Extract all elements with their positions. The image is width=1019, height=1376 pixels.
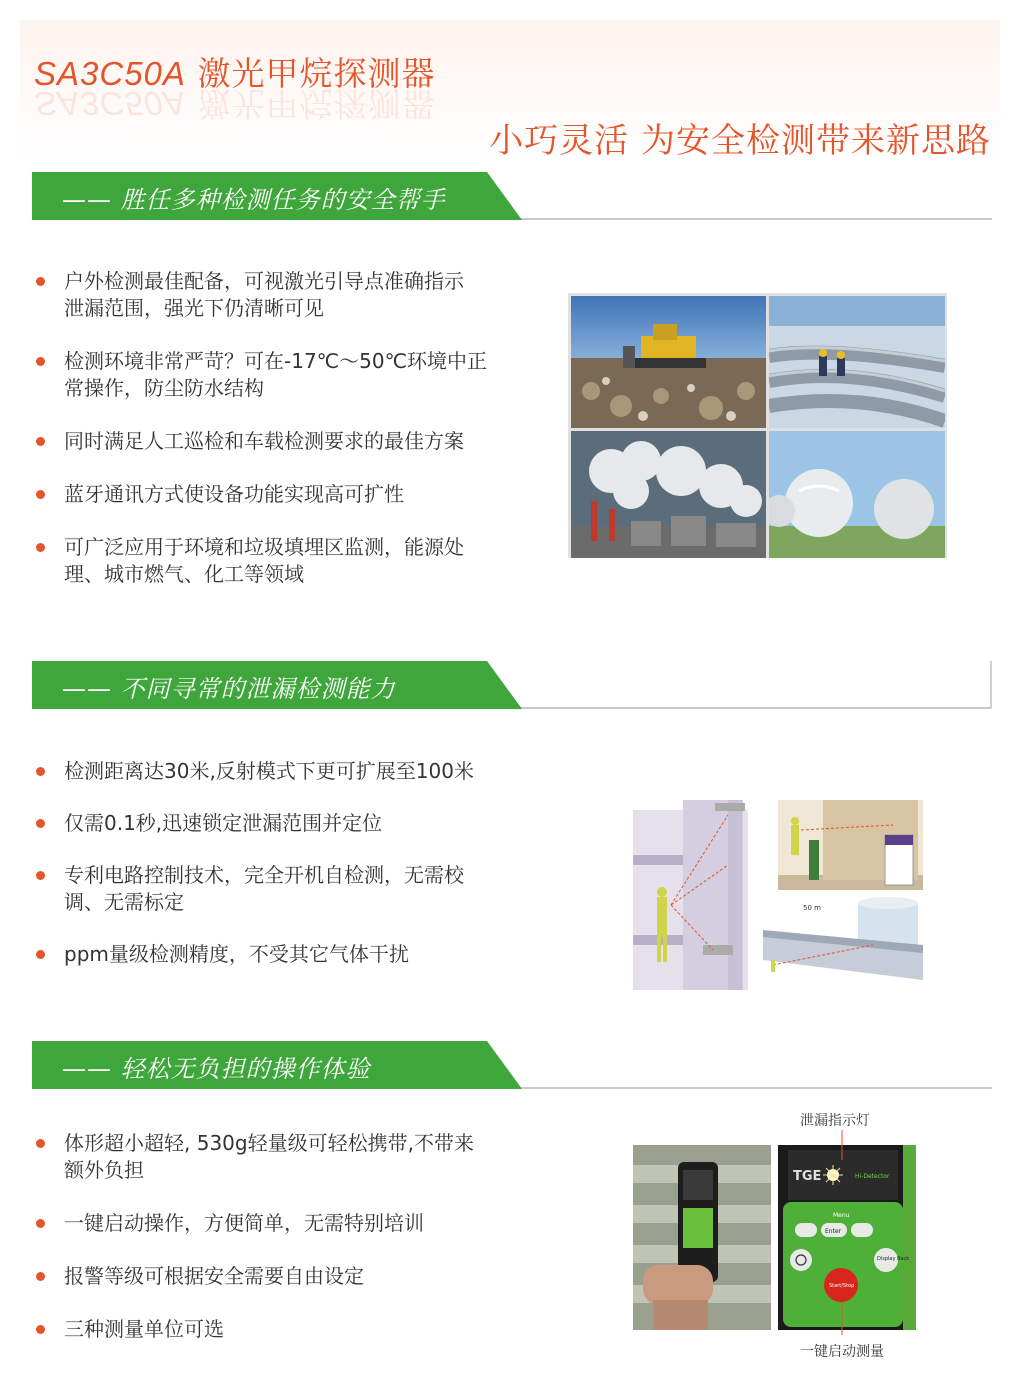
list-item: 可广泛应用于环境和垃圾填埋区监测，能源处 理、城市燃气、化工等领域 <box>34 534 487 588</box>
bullet-dot-icon <box>36 490 45 499</box>
enter-label: Enter <box>825 1228 842 1235</box>
bullet-dot-icon <box>36 1325 45 1334</box>
list-item: 检测距离达30米,反射模式下更可扩展至100米 <box>34 758 474 785</box>
bullet-dot-icon <box>36 871 45 880</box>
section-title: —— 轻松无负担的操作体验 <box>62 1055 371 1083</box>
one-key-start-callout: 一键启动测量 <box>800 1344 884 1360</box>
industrial-smoke-photo <box>571 431 766 558</box>
bullet-dot-icon <box>36 437 45 446</box>
title-reflection <box>34 82 435 129</box>
bullet-dot-icon <box>36 767 45 776</box>
slogan: 小巧灵活 为安全检测带来新思路 <box>489 121 991 161</box>
section-divider-vertical <box>990 661 992 709</box>
reflection-name: 激光甲烷探测器 <box>197 84 436 123</box>
menu-label: Menu <box>833 1212 850 1219</box>
list-item: 蓝牙通讯方式使设备功能实现高可扩性 <box>34 481 487 508</box>
list-item: 三种测量单位可选 <box>34 1316 474 1343</box>
list-item: 同时满足人工巡检和车载检测要求的最佳方案 <box>34 428 487 455</box>
bullet-dot-icon <box>36 1272 45 1281</box>
bullet-dot-icon <box>36 950 45 959</box>
landfill-photo <box>571 296 766 428</box>
list-item: 一键启动操作，方便简单，无需特别培训 <box>34 1210 474 1237</box>
section-header-2 <box>32 661 992 709</box>
list-item: 体形超小超轻, 530g轻量级可轻松携带,不带来 额外负担 <box>34 1130 474 1184</box>
distance-label: 50 m <box>803 904 821 912</box>
bullet-dot-icon <box>36 543 45 552</box>
section-header-3 <box>32 1041 992 1089</box>
section-title: —— 不同寻常的泄漏检测能力 <box>62 675 396 703</box>
leak-indicator-callout: 泄漏指示灯 <box>800 1113 870 1129</box>
bullet-dot-icon <box>36 1139 45 1148</box>
feature-list-3 <box>34 1130 474 1343</box>
list-item: 户外检测最佳配备，可视激光引导点准确指示 泄漏范围，强光下仍清晰可见 <box>34 268 487 322</box>
start-stop-label: Start/Stop <box>829 1283 855 1289</box>
feature-list-2 <box>34 758 474 968</box>
section-title: —— 胜任多种检测任务的安全帮手 <box>62 186 446 214</box>
feature-list-1 <box>34 268 487 588</box>
list-item: 报警等级可根据安全需要自由设定 <box>34 1263 474 1290</box>
product-model: SA3C50A <box>34 55 186 92</box>
reflection-model: SA3C50A <box>34 85 186 122</box>
bullet-dot-icon <box>36 819 45 828</box>
bullet-dot-icon <box>36 277 45 286</box>
list-item: 专利电路控制技术，完全开机自检测，无需校 调、无需标定 <box>34 862 474 916</box>
detection-diagram <box>633 795 923 995</box>
list-item: 检测环境非常严苛？可在-17℃～50℃环境中正 常操作，防尘防水结构 <box>34 348 487 402</box>
pipeline-photo <box>769 296 945 428</box>
gas-tank-photo <box>769 431 945 558</box>
application-photos <box>568 293 947 558</box>
list-item: 仅需0.1秒,迅速锁定泄漏范围并定位 <box>34 810 474 837</box>
brand-logo: TGE <box>793 1169 822 1184</box>
display-label: Display Back <box>877 1256 910 1262</box>
model-tag: Hi-Detector <box>855 1173 890 1180</box>
product-name: 激光甲烷探测器 <box>197 54 436 93</box>
bullet-dot-icon <box>36 357 45 366</box>
bullet-dot-icon <box>36 1219 45 1228</box>
list-item: ppm量级检测精度，不受其它气体干扰 <box>34 941 474 968</box>
section-header-1 <box>32 172 992 220</box>
device-images <box>633 1130 918 1335</box>
